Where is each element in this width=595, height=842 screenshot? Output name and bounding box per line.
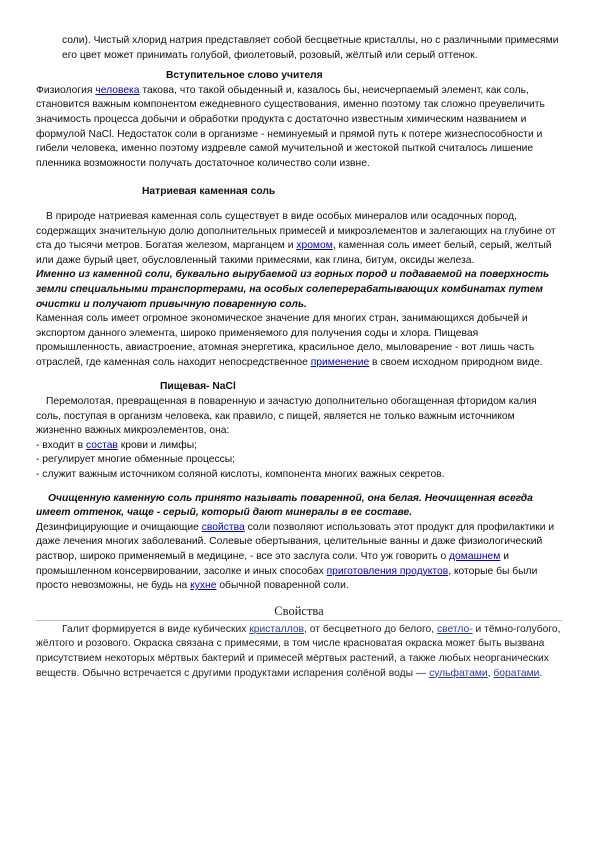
food-paragraph: Перемолотая, превращенная в поваренную и зачастую дополнительно обогащенная фторидом калия соль, поступая в организм человека, как правило, с пищей, является не только важным источником жизненно важных микроэлементов, она: [36,396,537,437]
teacher-paragraph [36,84,562,172]
text-run: В природе натриевая каменная соль существует в виде особых минералов или осадочных пород, содержащих значительную долю дополнительных примесей и микроэлементов и залегающих на глубине от ста до тысячи метров. Богатая железом, марганцем и [36,210,556,252]
text-run: Каменная соль имеет огромное экономическое значение для многих стран, занимающихся добычей и экспортом данного элемента, широко применяемого для получения соды и хлора. Пищевая промышленность, авиастроение, атомная энергетика, красильное дело, мыловарение - вот лишь часть отраслей, где каменная соль находит непосредственное [36,313,535,368]
text-run: . [539,667,543,679]
text-run: Галит формируется в виде кубических [62,623,250,635]
rock-salt-economy [36,312,562,370]
link-sulfatami[interactable]: сульфатами [429,667,488,679]
rock-salt-italic: Именно из каменной соли, буквально вырубаемой из горных пород и подаваемой на поверхность земли специальными транспортерами, на особых солеперерабатывающих комбинатах путем очистки и получают привычную поваренную соль. [36,269,550,310]
food-list-item [36,439,562,454]
text-run: Дезинфицирующие и очищающие [36,521,202,533]
text-run: , каменная соль имеет белый, серый, желтый или даже бурый цвет, обусловленный такими примесями, как глина, битум, оксиды железа. [36,240,552,266]
text-run: и тёмно-голубого, жёлтого и розового. Окраска связана с примесями, в том числе красноватая окраска может быть вызвана присутствием некоторых мёртвых бактерий и примесей мёртвых растений, а также любых неорганических веществ. Обычно встречается с другими продуктами испарения солёной воды — [36,623,561,679]
link-kristallov[interactable]: кристаллов [249,623,305,635]
link-chrom[interactable]: хромом [296,240,333,252]
food-properties-paragraph [36,521,562,594]
food-list-item: - регулирует многие обменные процессы; [36,454,236,466]
rock-salt-paragraph [36,210,562,268]
text-run: Физиология [36,84,96,96]
link-svoistva[interactable]: свойства [201,521,245,533]
section-divider [36,620,562,621]
text-run: крови и лимфы; [117,439,197,451]
food-list-item: - служит важным источником соляной кислоты, компонента многих важных секретов. [36,469,445,481]
text-run: , [487,667,494,679]
link-prigotovlenie[interactable]: приготовления продуктов [326,565,449,577]
link-sostav[interactable]: состав [85,439,118,451]
text-run: обычной поваренной соли. [216,580,349,592]
text-run: - входит в [36,439,86,451]
intro-paragraph: соли). Чистый хлорид натрия представляет собой бесцветные кристаллы, но с различными примесями его цвет может принимать голубой, фиолетовый, розовый, жёлтый или серый оттенок. [62,35,559,61]
text-run: в своем исходном природном виде. [369,356,543,368]
link-domashnem[interactable]: домашнем [449,551,501,562]
text-run: , которые бы были просто невозможны, не будь на [36,565,538,592]
link-chelovek[interactable]: человека [95,84,140,96]
text-run: соли позволяют использовать этот продукт для профилактики и даже лечения многих заболеваний. Солевые обертывания, целительные ванны и даже физиологический раствор, широко применяемый в медицине, - все это заслуга соли. Что уж говорить о [36,521,555,562]
link-kuhne[interactable]: кухне [190,580,217,592]
link-primenenie[interactable]: применение [310,356,370,368]
heading-rock-salt: Натриевая каменная соль [142,186,276,198]
heading-teacher: Вступительное слово учителя [166,70,323,82]
properties-paragraph [36,623,562,681]
link-svetlo[interactable]: светло- [436,623,473,635]
section-title-properties: Свойства [274,603,324,618]
document-page [36,34,562,681]
text-run: , от бесцветного до белого, [304,623,437,635]
link-boratami[interactable]: боратами [493,667,540,679]
heading-food: Пищевая- NaCl [160,381,236,393]
text-run: такова, что такой обыденный и, казалось бы, неисчерпаемый элемент, как соль, становится важным компонентом ежедневного существования, именно поэтому так сложно преувеличить значимость процесса добычи и обработки продукта с достаточно известным химическим названием и формулой NaCl. Недостаток соли в организме - неминуемый и прямой путь к потере жизнеспособности и гибели человека, именно поэтому издревле самой мучительной и жестокой пыткой считалось лишение пленника возможности получать достаточное количество соли извне. [36,84,545,169]
text-run: и промышленном консервировании, засолке и иных способах [36,551,509,577]
food-italic: Очищенную каменную соль принято называть поваренной, она белая. Неочищенная всегда имеет оттенок, чаще - серый, который дают минералы в ее составе. [36,492,533,519]
